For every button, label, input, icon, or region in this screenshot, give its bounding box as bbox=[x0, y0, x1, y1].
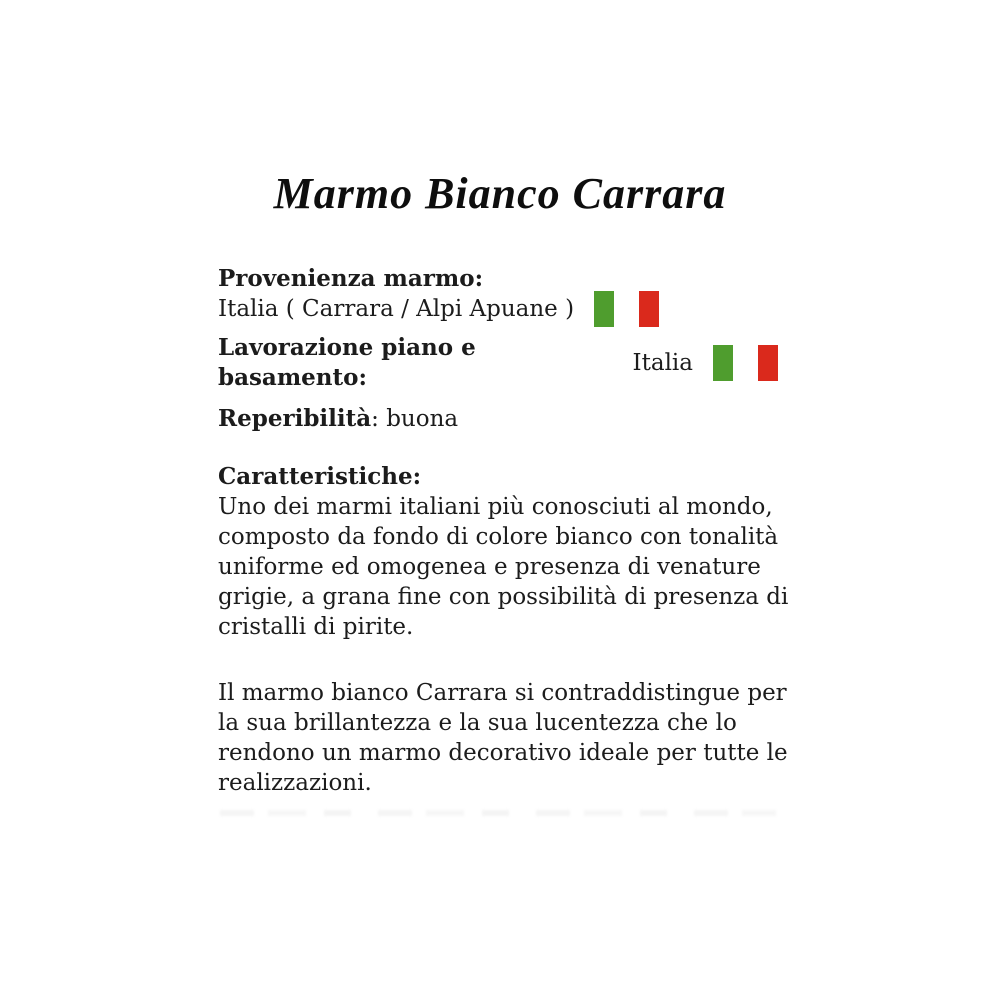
caratteristiche-label: Caratteristiche: bbox=[218, 463, 422, 490]
page-title: Marmo Bianco Carrara bbox=[273, 169, 727, 218]
section-caratteristiche bbox=[218, 462, 789, 798]
flag-green-stripe bbox=[594, 291, 614, 327]
text-line: la sua brillantezza e la sua lucentezza che lo bbox=[218, 710, 737, 736]
lavorazione-label: Lavorazione piano e basamento: bbox=[218, 334, 476, 391]
flag-green-stripe bbox=[713, 345, 733, 381]
reperibilita-value: : buona bbox=[371, 406, 459, 432]
provenienza-label: Provenienza marmo: bbox=[218, 265, 484, 292]
text-line: cristalli di pirite. bbox=[218, 614, 414, 640]
italy-flag bbox=[713, 348, 778, 378]
text-line: rendono un marmo decorativo ideale per tutte le bbox=[218, 740, 788, 766]
document-content bbox=[218, 264, 789, 824]
flag-red-stripe bbox=[639, 291, 659, 327]
reperibilita-label: Reperibilità bbox=[218, 405, 372, 432]
caratteristiche-paragraph-2 bbox=[218, 678, 788, 798]
section-lavorazione bbox=[218, 334, 778, 391]
text-line: Il marmo bianco Carrara si contraddistingue per bbox=[218, 680, 787, 706]
lavorazione-value: Italia bbox=[632, 350, 693, 376]
text-line: composto da fondo di colore bianco con tonalità bbox=[218, 524, 779, 550]
section-reperibilita bbox=[218, 404, 778, 434]
text-line: realizzazioni. bbox=[218, 770, 372, 796]
provenienza-value-row bbox=[218, 294, 778, 324]
caratteristiche-paragraph-1 bbox=[218, 492, 789, 642]
provenienza-value: Italia ( Carrara / Alpi Apuane ) bbox=[218, 296, 575, 322]
flag-red-stripe bbox=[758, 345, 778, 381]
text-line: uniforme ed omogenea e presenza di venature bbox=[218, 554, 761, 580]
cropped-text-remnant bbox=[220, 810, 776, 824]
italy-flag bbox=[594, 294, 659, 324]
text-line: grigie, a grana fine con possibilità di presenza di bbox=[218, 584, 789, 610]
text-line: Uno dei marmi italiani più conosciuti al mondo, bbox=[218, 494, 773, 520]
section-provenienza bbox=[218, 264, 778, 324]
